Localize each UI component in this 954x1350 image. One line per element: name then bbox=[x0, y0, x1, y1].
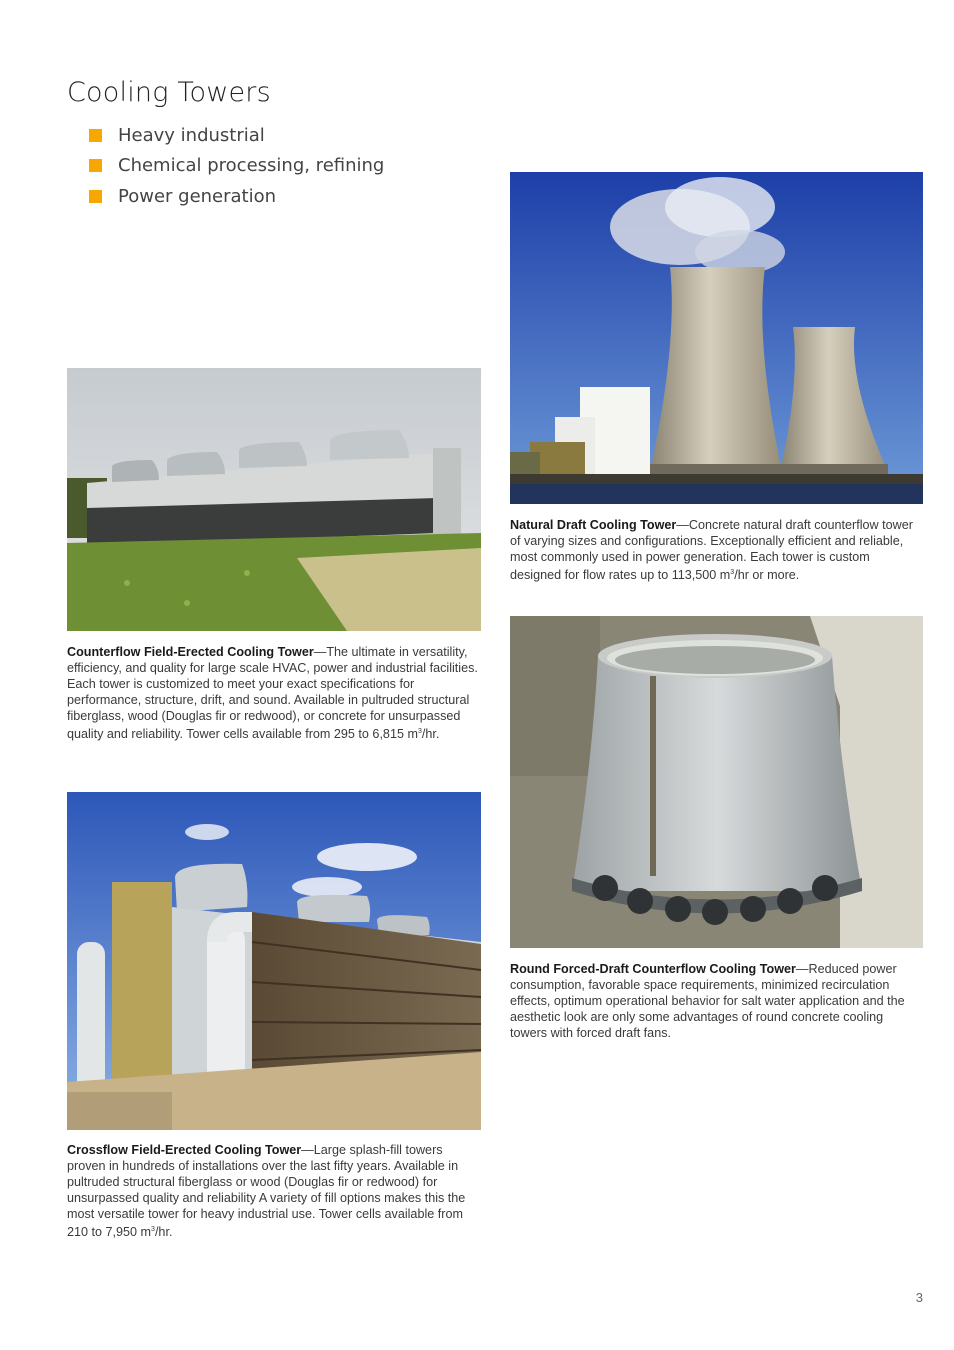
caption-tail: /hr. bbox=[421, 727, 440, 742]
crossflow-caption bbox=[67, 1142, 481, 1240]
bullet-label: Chemical processing, refining bbox=[118, 155, 385, 177]
caption-body: —Concrete natural draft counterflow tower of varying sizes and configurations. Exceptionally efficient and reliable, most commonly used in power generation. Each tower is custom designed for flow rates up to 113,500 m bbox=[510, 518, 913, 583]
caption-heading: Counterflow Field-Erected Cooling Tower bbox=[67, 645, 314, 659]
caption-body: —Reduced power consumption, favorable space requirements, minimized recirculation effects, optimum operational behavior for salt water application and the aesthetic look are only some advantages of round concrete cooling towers with forced draft fans. bbox=[510, 962, 905, 1040]
caption-superscript: 3 bbox=[730, 569, 735, 576]
bullet-square-icon bbox=[89, 159, 102, 172]
caption-heading: Crossflow Field-Erected Cooling Tower bbox=[67, 1143, 302, 1157]
counterflow-caption bbox=[67, 644, 481, 742]
bullet-item bbox=[89, 120, 384, 151]
round-forced-draft-tower-photo bbox=[510, 616, 923, 948]
bullet-list bbox=[89, 120, 384, 212]
caption-body: —Large splash-fill towers proven in hundreds of installations over the last fifty years. Available in pultruded structural fiberglass or wood (Douglas fir or redwood) for unsurpassed quality and reliability A variety of fill options makes this the most versatile tower for heavy industrial use. Tower cells available from 210 to 7,950 m bbox=[67, 1143, 466, 1240]
bullet-item bbox=[89, 151, 384, 182]
bullet-square-icon bbox=[89, 129, 102, 142]
caption-tail: /hr or more. bbox=[734, 568, 800, 583]
bullet-item bbox=[89, 181, 384, 212]
caption-heading: Round Forced-Draft Counterflow Cooling Tower bbox=[510, 962, 796, 976]
natural-draft-caption bbox=[510, 517, 915, 583]
page-number: 3 bbox=[915, 1290, 923, 1305]
counterflow-tower-photo bbox=[67, 368, 481, 631]
caption-superscript: 3 bbox=[417, 728, 422, 735]
round-forced-draft-caption bbox=[510, 961, 920, 1041]
natural-draft-tower-photo bbox=[510, 172, 923, 504]
bullet-label: Heavy industrial bbox=[118, 124, 265, 146]
bullet-label: Power generation bbox=[118, 185, 277, 207]
caption-heading: Natural Draft Cooling Tower bbox=[510, 518, 677, 532]
crossflow-tower-photo bbox=[67, 792, 481, 1130]
page-title: Cooling Towers bbox=[67, 77, 271, 108]
caption-superscript: 3 bbox=[151, 1226, 155, 1233]
caption-body: —The ultimate in versatility, efficiency, and quality for large scale HVAC, power and industrial facilities. Each tower is customized to meet your exact specifications for performance, structure, drift, and sound. Available in pultruded structural fiberglass, wood (Douglas fir or redwood), or concrete for unsurpassed quality and reliability. Tower cells available from 295 to 6,815 m bbox=[67, 645, 478, 742]
bullet-square-icon bbox=[89, 190, 102, 203]
caption-tail: /hr. bbox=[154, 1225, 173, 1240]
